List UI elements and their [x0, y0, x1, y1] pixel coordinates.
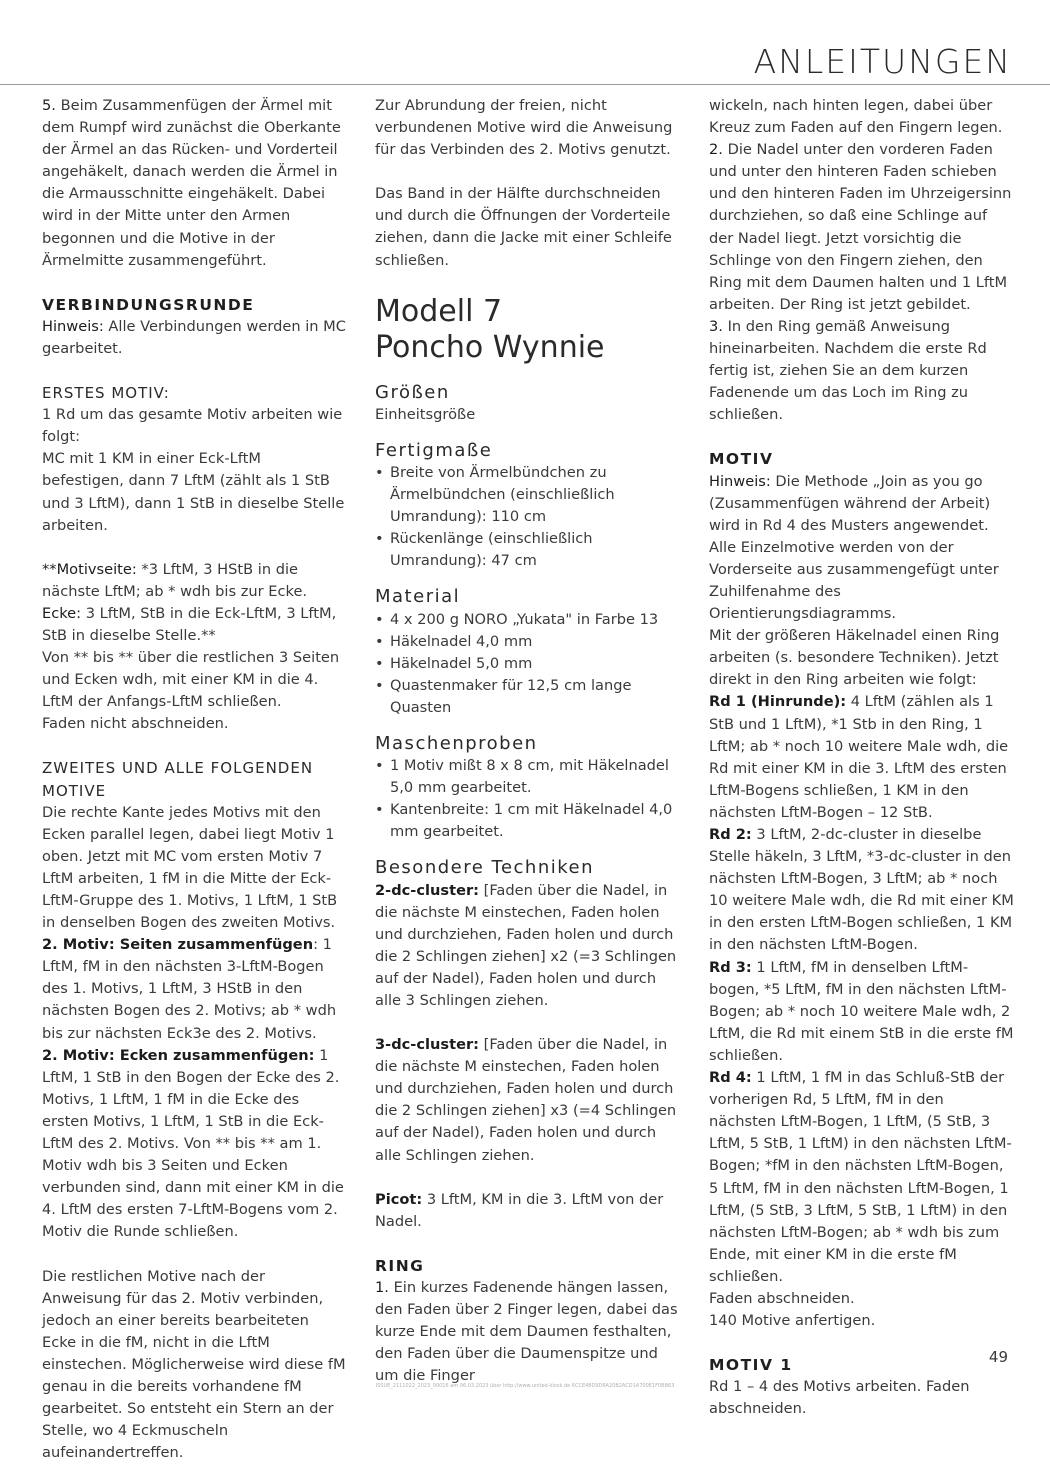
material-list — [375, 609, 680, 719]
column-2 — [375, 95, 680, 1387]
groessen-text: Einheitsgröße — [375, 404, 680, 426]
list-item: • Rückenlänge (einschließlich Umrandung): 47 cm — [375, 528, 680, 572]
rd1-paragraph: Rd 1 (Hinrunde): 4 LftM (zählen als 1 StB und 1 LftM), *1 Stb in den Ring, 1 LftM; ab * noch 10 weitere Male wdh, die Rd mit einer KM in die 3. LftM des ersten LftM-Bogens schließen, 1 KM in den nächsten LftM-Bogen – 12 StB. — [709, 691, 1014, 824]
heading-verbindungsrunde: VERBINDUNGSRUNDE — [42, 294, 347, 316]
zweites-motiv-text: Die rechte Kante jedes Motivs mit den Ecken parallel legen, dabei liegt Motiv 1 oben. Jetzt mit MC vom ersten Motiv 7 LftM arbeiten, 1 fM in die Mitte der Eck-LftM-Gruppe des 1. Motivs, 1 LftM, 1 StB in denselben Bogen des zweiten Motivs. — [42, 802, 347, 935]
rd2-paragraph: Rd 2: 3 LftM, 2-dc-cluster in dieselbe Stelle häkeln, 3 LftM, *3-dc-cluster in den nächsten LftM-Bogen, 3 LftM; ab * noch 10 weitere Male wdh, die Rd mit einer KM in den ersten LftM-Bogen schließen, 1 KM in den nächsten LftM-Bogen. — [709, 824, 1014, 957]
erstes-motiv-text: 1 Rd um das gesamte Motiv arbeiten wie folgt: MC mit 1 KM in einer Eck-LftM befestigen, dann 7 LftM (zählt als 1 StB und 3 LftM), dann 1 StB in dieselbe Stelle arbeiten. — [42, 404, 347, 537]
step-5-paragraph: 5. Beim Zusammenfügen der Ärmel mit dem Rumpf wird zunächst die Oberkante der Ärmel an das Rücken- und Vorderteil angehäkelt, danach werden die Ärmel in die Armausschnitte eingehäkelt. Dabei wird in der Mitte unter den Armen begonnen und die Motive in der Ärmelmitte zusammengeführt. — [42, 95, 347, 272]
ecken-zusammenfuegen-paragraph: 2. Motiv: Ecken zusammenfügen: 1 LftM, 1 StB in den Bogen der Ecke des 2. Motivs, 1 LftM, 1 fM in die Ecke des ersten Motivs, 1 LftM, 1 StB in die Eck-LftM des 2. Motivs. Von ** bis ** am 1. Motiv wdh bis 3 Seiten und Ecken verbunden sind, dann mit einer KM in die 4. LftM des ersten 7-LftM-Bogens vom 2. Motiv die Runde schließen. — [42, 1045, 347, 1244]
motivseite-paragraph: **Motivseite: *3 LftM, 3 HStB in die nächste LftM; ab * wdh bis zur Ecke. — [42, 559, 347, 603]
band-paragraph: Das Band in der Hälfte durchschneiden und durch die Öffnungen der Vorderteile ziehen, dann die Jacke mit einer Schleife schließen. — [375, 183, 680, 271]
ring-step-3-paragraph: 3. In den Ring gemäß Anweisung hineinarbeiten. Nachdem die erste Rd fertig ist, ziehen Sie an dem kurzen Fadenende um das Loch im Ring zu schließen. — [709, 316, 1014, 426]
list-item: • Kantenbreite: 1 cm mit Häkelnadel 4,0 mm gearbeitet. — [375, 799, 680, 843]
section-title: ANLEITUNGEN — [754, 42, 1012, 81]
heading-maschenproben: Maschenproben — [375, 733, 680, 755]
von-bis-paragraph: Von ** bis ** über die restlichen 3 Seiten und Ecken wdh, mit einer KM in die 4. LftM der Anfangs-LftM schließen. Faden nicht abschneiden. — [42, 647, 347, 735]
page-number: 49 — [989, 1348, 1008, 1366]
list-item: • Quastenmaker für 12,5 cm lange Quasten — [375, 675, 680, 719]
motiv-1-text: Rd 1 – 4 des Motivs arbeiten. Faden abschneiden. — [709, 1376, 1014, 1420]
column-1 — [42, 95, 347, 1464]
heading-erstes-motiv: ERSTES MOTIV: — [42, 382, 347, 404]
maschenproben-list — [375, 755, 680, 843]
list-item: • 4 x 200 g NORO „Yukata" in Farbe 13 — [375, 609, 680, 631]
seiten-zusammenfuegen-paragraph: 2. Motiv: Seiten zusammenfügen: 1 LftM, fM in den nächsten 3-LftM-Bogen des 1. Motivs, 1 LftM, 3 HStB in den nächsten Bogen des 2. Motivs; ab * wdh bis zur nächsten Eck3e des 2. Motivs. — [42, 934, 347, 1044]
model-title: Modell 7 Poncho Wynnie — [375, 294, 680, 366]
dc2-cluster-paragraph: 2-dc-cluster: [Faden über die Nadel, in die nächste M einstechen, Faden holen und durchziehen, Faden holen und durch die 2 Schlingen ziehen] x2 (=3 Schlingen auf der Nadel), Faden holen und durch alle 3 Schlingen ziehen. — [375, 880, 680, 1013]
list-item: • Häkelnadel 4,0 mm — [375, 631, 680, 653]
list-item: • Breite von Ärmelbündchen zu Ärmelbündchen (einschließlich Umrandung): 110 cm — [375, 462, 680, 528]
header-divider — [0, 84, 1050, 85]
ring-step-2-paragraph: 2. Die Nadel unter den vorderen Faden und unter den hinteren Faden schieben und den hinteren Faden im Uhrzeigersinn durchziehen, so daß eine Schlinge auf der Nadel liegt. Jetzt vorsichtig die Schlinge von den Fingern ziehen, den Ring mit dem Daumen halten und 1 LftM arbeiten. Der Ring ist jetzt gebildet. — [709, 139, 1014, 316]
heading-motiv: MOTIV — [709, 448, 1014, 470]
heading-fertigmasse: Fertigmaße — [375, 440, 680, 462]
rd4-paragraph: Rd 4: 1 LftM, 1 fM in das Schluß-StB der vorherigen Rd, 5 LftM, fM in den nächsten LftM-Bogen, 1 LftM, (5 StB, 3 LftM, 5 StB, 1 LftM) in den nächsten LftM-Bogen; *fM in den nächsten LftM-Bogen, 5 LftM, fM in den nächsten LftM-Bogen, 1 LftM, (5 StB, 3 LftM, 5 StB, 1 LftM) in den nächsten LftM-Bogen; ab * wdh bis zum Ende, mit einer KM in die erste fM schließen. Faden abschneiden. 140 Motive anfertigen. — [709, 1067, 1014, 1332]
heading-motiv-1: MOTIV 1 — [709, 1354, 1014, 1376]
ecke-paragraph: Ecke: 3 LftM, StB in die Eck-LftM, 3 LftM, StB in dieselbe Stelle.** — [42, 603, 347, 647]
hinweis-paragraph: Hinweis: Alle Verbindungen werden in MC gearbeitet. — [42, 316, 347, 360]
heading-besondere-techniken: Besondere Techniken — [375, 857, 680, 879]
dc3-cluster-paragraph: 3-dc-cluster: [Faden über die Nadel, in die nächste M einstechen, Faden holen und durchziehen, Faden holen und durch die 2 Schlingen ziehen] x3 (=4 Schlingen auf der Nadel), Faden holen und durch alle Schlingen ziehen. — [375, 1034, 680, 1167]
heading-zweites-motiv: ZWEITES UND ALLE FOLGENDEN MOTIVE — [42, 757, 347, 801]
footer-watermark: ISSUE_2111022_2023_00016 am 06.03.2023 über http://www.united-kiosk.de 6CCE48D9D6A20B2ACD1A700E1F0BB63 — [0, 1383, 1050, 1389]
heading-groessen: Größen — [375, 382, 680, 404]
motiv-hinweis-paragraph: Hinweis: Die Methode „Join as you go (Zusammenfügen während der Arbeit) wird in Rd 4 des Musters angewendet. Alle Einzelmotive werden von der Vorderseite aus zusammengefügt unter Zuhilfenahme des Orientierungsdiagramms. Mit der größeren Häkelnadel einen Ring arbeiten (s. besondere Techniken). Jetzt direkt in den Ring arbeiten wie folgt: — [709, 471, 1014, 692]
rd3-paragraph: Rd 3: 1 LftM, fM in denselben LftM-bogen, *5 LftM, fM in den nächsten LftM-Bogen; ab * noch 10 weitere Male wdh, 2 LftM, die Rd mit einem StB in die erste fM schließen. — [709, 957, 1014, 1067]
fertigmasse-list — [375, 462, 680, 572]
abrundung-paragraph: Zur Abrundung der freien, nicht verbundenen Motive wird die Anweisung für das Verbinden des 2. Motivs genutzt. — [375, 95, 680, 161]
list-item: • Häkelnadel 5,0 mm — [375, 653, 680, 675]
ring-step-1-paragraph: 1. Ein kurzes Fadenende hängen lassen, den Faden über 2 Finger legen, dabei das kurze Ende mit dem Daumen festhalten, den Faden über die Daumenspitze und um die Finger — [375, 1277, 680, 1387]
ring-step-1-continued: wickeln, nach hinten legen, dabei über Kreuz zum Faden auf den Fingern legen. — [709, 95, 1014, 139]
restliche-motive-paragraph: Die restlichen Motive nach der Anweisung für das 2. Motiv verbinden, jedoch an einer bereits bearbeiteten Ecke in die fM, nicht in die LftM einstechen. Möglicherweise wird diese fM genau in die bereits vorhandene fM gearbeitet. So entsteht ein Stern an der Stelle, wo 4 Eckmuscheln aufeinandertreffen. — [42, 1266, 347, 1464]
heading-ring: RING — [375, 1255, 680, 1277]
list-item: • 1 Motiv mißt 8 x 8 cm, mit Häkelnadel 5,0 mm gearbeitet. — [375, 755, 680, 799]
picot-paragraph: Picot: 3 LftM, KM in die 3. LftM von der Nadel. — [375, 1189, 680, 1233]
heading-material: Material — [375, 586, 680, 608]
column-3 — [709, 95, 1014, 1420]
